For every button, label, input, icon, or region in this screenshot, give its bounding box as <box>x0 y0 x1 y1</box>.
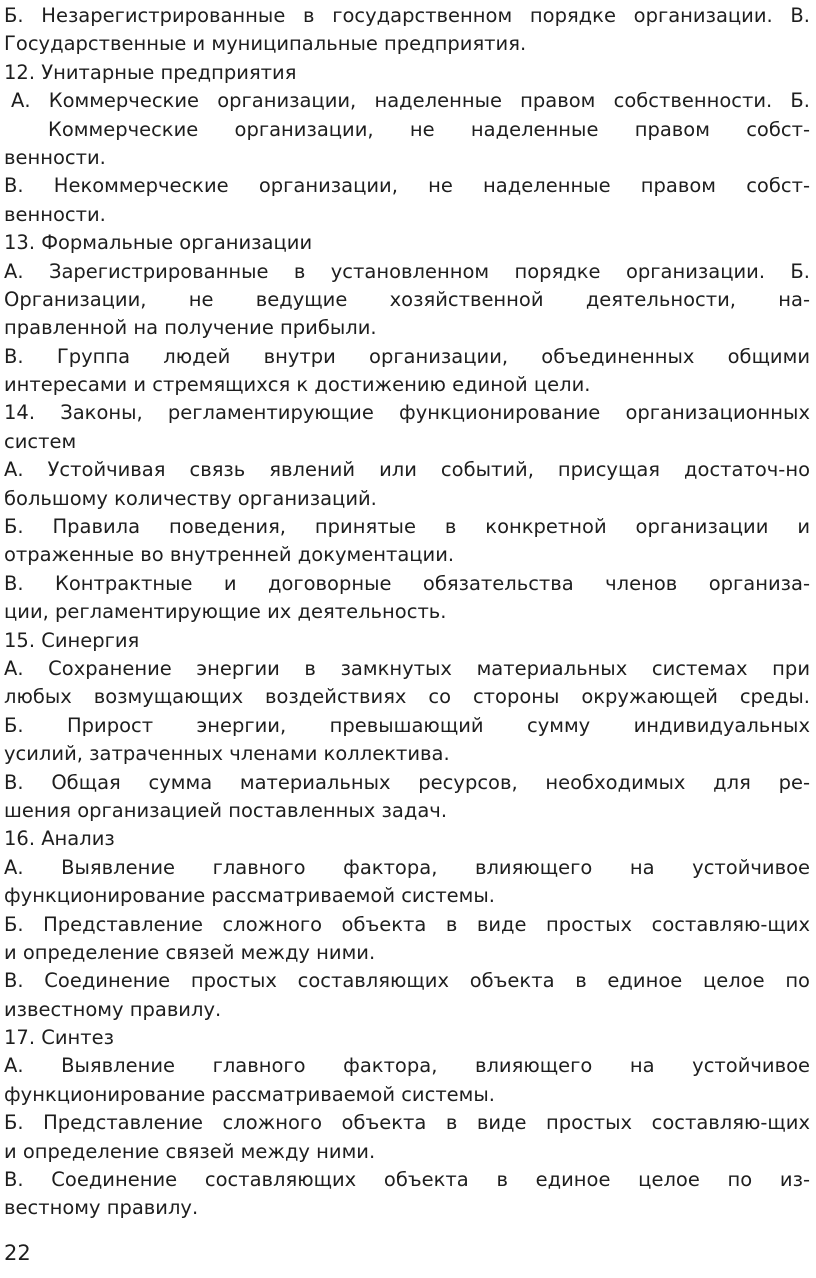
document-body <box>4 2 810 1223</box>
text-line-29: шения организацией поставленных задач. <box>4 798 448 822</box>
text-line-12: правленной на получение прибыли. <box>4 316 377 340</box>
text-line-31: А. Выявление главного фактора, влияющего на устойчивое <box>4 855 810 879</box>
text-line-40: Б. Представление сложного объекта в виде простых составляю-щих <box>4 1111 810 1135</box>
question-heading-14: 14. Законы, регламентирующие функционирование организационных <box>4 401 810 425</box>
text-line-6: венности. <box>4 145 106 169</box>
text-line-42: В. Соединение составляющих объекта в единое целое по из- <box>4 1168 810 1192</box>
text-line-21: В. Контрактные и договорные обязательства членов организа- <box>4 571 810 595</box>
text-line-34: и определение связей между ними. <box>4 940 376 964</box>
question-heading-15: 15. Синергия <box>4 628 140 652</box>
text-line-20: отраженные во внутренней документации. <box>4 543 455 567</box>
text-line-22: ции, регламентирующие их деятельность. <box>4 600 447 624</box>
text-line-35: В. Соединение простых составляющих объекта в единое целое по <box>4 969 810 993</box>
text-line-17: А. Устойчивая связь явлений или событий, присущая достаточ-но <box>4 458 810 482</box>
text-line-28: В. Общая сумма материальных ресурсов, необходимых для ре- <box>4 770 810 794</box>
question-heading-13: 13. Формальные организации <box>4 231 313 255</box>
text-line-36: известному правилу. <box>4 997 222 1021</box>
question-heading-16: 16. Анализ <box>4 827 115 851</box>
text-line-16: систем <box>4 429 77 453</box>
text-line-27: усилий, затраченных членами коллектива. <box>4 742 450 766</box>
text-line-33: Б. Представление сложного объекта в виде простых составляю-щих <box>4 912 810 936</box>
text-line-25: любых возмущающих воздействиях со стороны окружающей среды. <box>4 685 810 709</box>
text-line-14: интересами и стремящихся к достижению единой цели. <box>4 373 591 397</box>
text-line-2: Государственные и муниципальные предприятия. <box>4 32 527 56</box>
text-line-24: А. Сохранение энергии в замкнутых материальных системах при <box>4 656 810 680</box>
text-line-8: венности. <box>4 202 106 226</box>
text-line-19: Б. Правила поведения, принятые в конкретной организации и <box>4 515 810 539</box>
text-line-18: большому количеству организаций. <box>4 486 377 510</box>
text-line-43: вестному правилу. <box>4 1196 199 1220</box>
question-heading-12: 12. Унитарные предприятия <box>4 60 297 84</box>
text-line-4: А. Коммерческие организации, наделенные правом собственности. Б. <box>11 89 810 113</box>
text-line-41: и определение связей между ними. <box>4 1139 376 1163</box>
text-line-13: В. Группа людей внутри организации, объединенных общими <box>4 344 810 368</box>
text-line-26: Б. Прирост энергии, превышающий сумму индивидуальных <box>4 713 810 737</box>
text-line-1: Б. Незарегистрированные в государственном порядке организации. В. <box>4 4 810 27</box>
question-heading-17: 17. Синтез <box>4 1026 114 1050</box>
text-line-32: функционирование рассматриваемой системы. <box>4 884 495 908</box>
text-line-10: А. Зарегистрированные в установленном порядке организации. Б. <box>4 259 810 283</box>
text-line-7: В. Некоммерческие организации, не наделенные правом собст- <box>4 174 810 198</box>
text-line-38: А. Выявление главного фактора, влияющего на устойчивое <box>4 1054 810 1078</box>
page-number: 22 <box>4 1241 31 1265</box>
text-line-11: Организации, не ведущие хозяйственной деятельности, на- <box>4 287 810 311</box>
text-line-39: функционирование рассматриваемой системы. <box>4 1082 495 1106</box>
text-line-5: Коммерческие организации, не наделенные правом собст- <box>48 117 810 141</box>
